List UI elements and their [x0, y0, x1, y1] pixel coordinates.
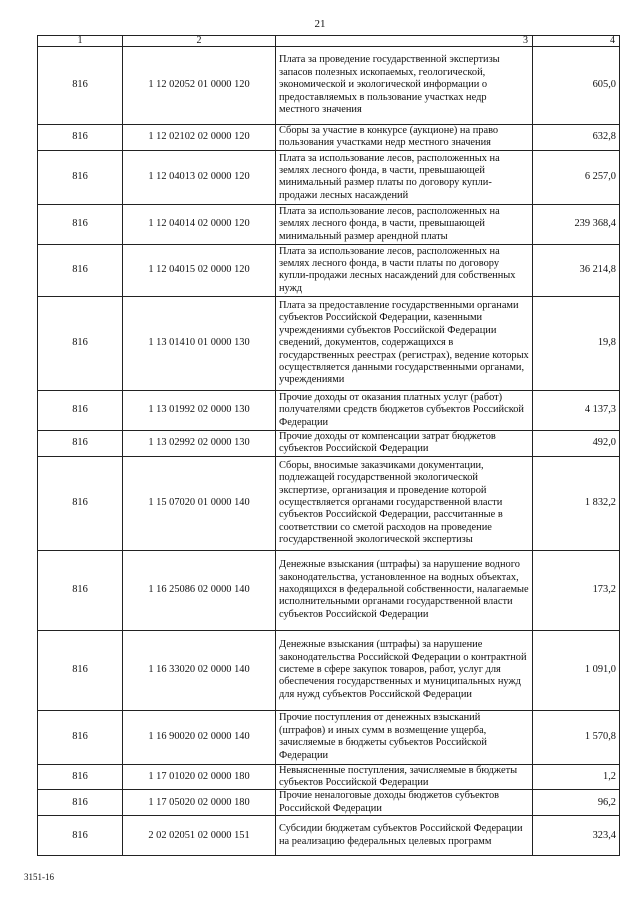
column-header-amount: 4 [533, 36, 620, 47]
amount-cell: 36 214,8 [533, 244, 620, 296]
table-header-row [38, 36, 620, 47]
table-row [38, 125, 620, 151]
column-header-admin: 1 [38, 36, 123, 47]
table-row [38, 430, 620, 456]
revenue-name-cell: Плата за проведение государственной экспертизы запасов полезных ископаемых, геологической, экономической и экологической информации о предоставляемых в пользование участках недр местного значения [276, 47, 533, 125]
column-header-name: 3 [276, 36, 533, 47]
revenue-name-cell: Субсидии бюджетам субъектов Российской Федерации на реализацию федеральных целевых программ [276, 816, 533, 856]
amount-cell: 323,4 [533, 816, 620, 856]
admin-code-cell: 816 [38, 390, 123, 430]
amount-cell: 1 832,2 [533, 456, 620, 550]
budget-code-cell: 1 12 02052 01 0000 120 [123, 47, 276, 125]
admin-code-cell: 816 [38, 550, 123, 630]
admin-code-cell: 816 [38, 710, 123, 764]
revenue-name-cell: Прочие доходы от оказания платных услуг (работ) получателями средств бюджетов субъектов Российской Федерации [276, 390, 533, 430]
amount-cell: 1 570,8 [533, 710, 620, 764]
revenue-name-cell: Прочие доходы от компенсации затрат бюджетов субъектов Российской Федерации [276, 430, 533, 456]
page-number: 21 [314, 18, 326, 30]
revenue-name-cell: Прочие поступления от денежных взысканий (штрафов) и иных сумм в возмещение ущерба, зачисляемые в бюджеты субъектов Российской Федерации [276, 710, 533, 764]
amount-cell: 1,2 [533, 764, 620, 790]
budget-code-cell: 1 12 02102 02 0000 120 [123, 125, 276, 151]
admin-code-cell: 816 [38, 150, 123, 204]
amount-cell: 6 257,0 [533, 150, 620, 204]
budget-code-cell: 1 13 02992 02 0000 130 [123, 430, 276, 456]
amount-cell: 4 137,3 [533, 390, 620, 430]
revenue-name-cell: Сборы за участие в конкурсе (аукционе) на право пользования участками недр местного значения [276, 125, 533, 151]
amount-cell: 605,0 [533, 47, 620, 125]
table-row [38, 550, 620, 630]
table-row [38, 764, 620, 790]
budget-code-cell: 1 17 01020 02 0000 180 [123, 764, 276, 790]
budget-code-cell: 1 13 01992 02 0000 130 [123, 390, 276, 430]
admin-code-cell: 816 [38, 816, 123, 856]
amount-cell: 173,2 [533, 550, 620, 630]
table-row [38, 456, 620, 550]
revenue-name-cell: Невыясненные поступления, зачисляемые в бюджеты субъектов Российской Федерации [276, 764, 533, 790]
table-row [38, 150, 620, 204]
budget-code-cell: 1 16 90020 02 0000 140 [123, 710, 276, 764]
table-row [38, 790, 620, 816]
amount-cell: 19,8 [533, 296, 620, 390]
amount-cell: 1 091,0 [533, 630, 620, 710]
admin-code-cell: 816 [38, 296, 123, 390]
admin-code-cell: 816 [38, 244, 123, 296]
admin-code-cell: 816 [38, 790, 123, 816]
revenue-name-cell: Плата за использование лесов, расположенных на землях лесного фонда, в части, превышающей минимальный размер арендной платы [276, 204, 533, 244]
column-header-code: 2 [123, 36, 276, 47]
admin-code-cell: 816 [38, 47, 123, 125]
table-row [38, 296, 620, 390]
table-row [38, 630, 620, 710]
budget-code-cell: 1 12 04015 02 0000 120 [123, 244, 276, 296]
revenue-name-cell: Сборы, вносимые заказчиками документации, подлежащей государственной экологической экспертизе, организация и проведение которой осуществляется органами государственной власти субъектов Российской Федерации, рассчитанные в соответствии со сметой расходов на проведение государственной экологической экспертизы [276, 456, 533, 550]
revenue-name-cell: Плата за использование лесов, расположенных на землях лесного фонда, в части, превышающей минимальный размер платы по договору купли-продажи лесных насаждений [276, 150, 533, 204]
table-row [38, 390, 620, 430]
table-row [38, 816, 620, 856]
budget-code-cell: 1 17 05020 02 0000 180 [123, 790, 276, 816]
revenue-name-cell: Прочие неналоговые доходы бюджетов субъектов Российской Федерации [276, 790, 533, 816]
budget-revenue-table [37, 35, 620, 856]
revenue-name-cell: Денежные взыскания (штрафы) за нарушение законодательства Российской Федерации о контрактной системе в сфере закупок товаров, работ, услуг для обеспечения государственных и муниципальных нужд для нужд субъектов Российской Федерации [276, 630, 533, 710]
budget-code-cell: 1 15 07020 01 0000 140 [123, 456, 276, 550]
table-row [38, 710, 620, 764]
admin-code-cell: 816 [38, 630, 123, 710]
revenue-name-cell: Плата за использование лесов, расположенных на землях лесного фонда, в части платы по договору купли-продажи лесных насаждений для собственных нужд [276, 244, 533, 296]
budget-code-cell: 1 16 25086 02 0000 140 [123, 550, 276, 630]
admin-code-cell: 816 [38, 125, 123, 151]
budget-code-cell: 1 16 33020 02 0000 140 [123, 630, 276, 710]
admin-code-cell: 816 [38, 456, 123, 550]
revenue-name-cell: Плата за предоставление государственными органами субъектов Российской Федерации, казенными учреждениями субъектов Российской Федерации сведений, документов, содержащихся в государственных реестрах (регистрах), ведение которых осуществляется данными государственными органами, учреждениями [276, 296, 533, 390]
document-footer-code: 3151-16 [24, 872, 54, 882]
budget-code-cell: 1 12 04013 02 0000 120 [123, 150, 276, 204]
revenue-name-cell: Денежные взыскания (штрафы) за нарушение водного законодательства, установленное на водных объектах, находящихся в федеральной собственности, налагаемые исполнительными органами государственной власти субъектов Российской Федерации [276, 550, 533, 630]
table-row [38, 47, 620, 125]
table-row [38, 204, 620, 244]
budget-code-cell: 1 13 01410 01 0000 130 [123, 296, 276, 390]
amount-cell: 492,0 [533, 430, 620, 456]
amount-cell: 632,8 [533, 125, 620, 151]
budget-code-cell: 1 12 04014 02 0000 120 [123, 204, 276, 244]
admin-code-cell: 816 [38, 204, 123, 244]
amount-cell: 96,2 [533, 790, 620, 816]
admin-code-cell: 816 [38, 430, 123, 456]
amount-cell: 239 368,4 [533, 204, 620, 244]
table-row [38, 244, 620, 296]
budget-code-cell: 2 02 02051 02 0000 151 [123, 816, 276, 856]
admin-code-cell: 816 [38, 764, 123, 790]
